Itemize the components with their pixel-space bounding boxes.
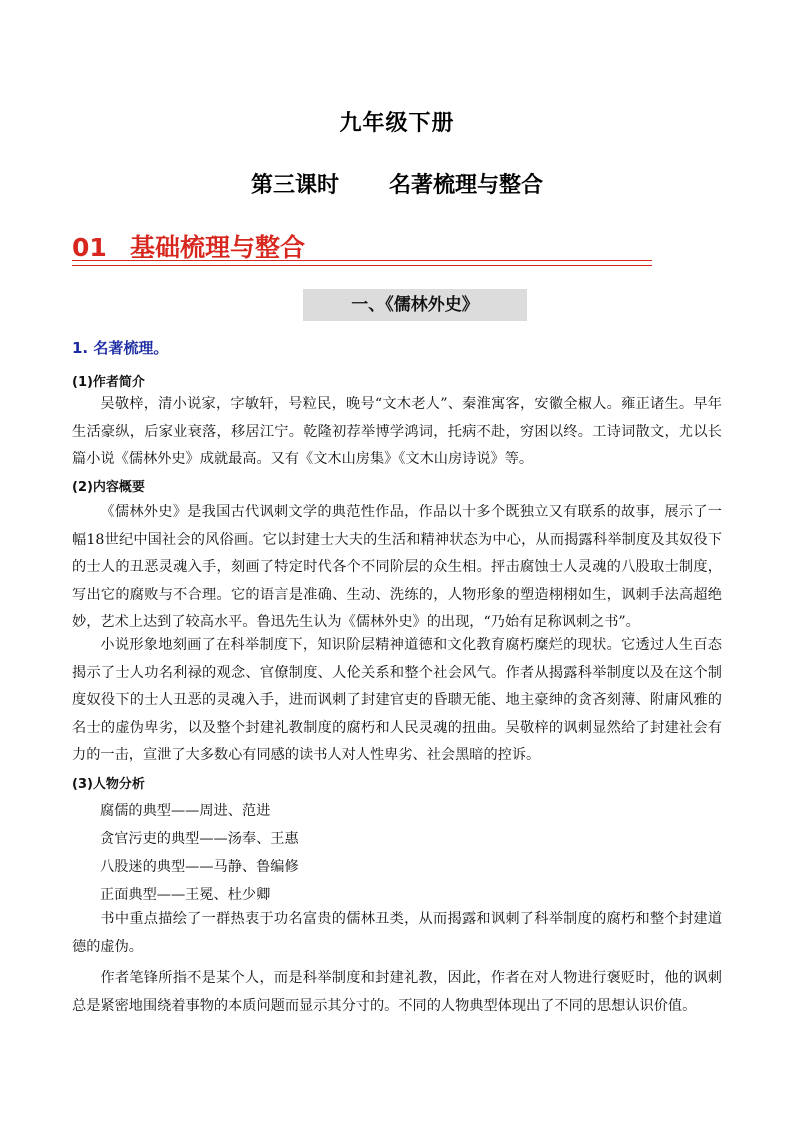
- section-title: 基础梳理与整合: [130, 233, 306, 262]
- grade-title: 九年级下册: [339, 111, 455, 136]
- list-item: 八股迷的典型——马静、鲁编修: [100, 859, 299, 875]
- list-item: 正面典型——王冕、杜少卿: [100, 887, 271, 903]
- summary-label: (2)内容概要: [72, 480, 145, 495]
- lesson-name: 名著梳理与整合: [389, 173, 544, 198]
- section-divider: [72, 260, 652, 266]
- lesson-number: 第三课时: [250, 173, 339, 198]
- summary-paragraph-2: 小说形象地刻画了在科举制度下，知识阶层精神道德和文化教育腐朽糜烂的现状。它透过人生百态揭示了士人功名利禄的观念、官僚制度、人伦关系和整个社会风气。作者从揭露科举制度以及在这个制度奴役下的士人丑恶的灵魂入手，进而讽刺了封建官吏的昏聩无能、地主豪绅的贪吝刻薄、附庸风雅的名士的虚伪卑劣，以及整个封建礼教制度的腐朽和人民灵魂的扭曲。吴敬梓的讽刺显然给了封建社会有力的一击，宣泄了大多数心有同感的读书人对人性卑劣、社会黑暗的控诉。: [72, 637, 722, 763]
- characters-label: (3)人物分析: [72, 777, 145, 792]
- list-item: 贪官污吏的典型——汤奉、王惠: [100, 831, 299, 847]
- lesson-title: [0, 168, 794, 199]
- section-heading: [72, 228, 652, 264]
- characters-paragraph-2: 作者笔锋所指不是某个人，而是科举制度和封建礼教，因此，作者在对人物进行褒贬时，他的讽刺总是紧密地围绕着事物的本质问题而显示其分寸的。不同的人物典型体现出了不同的思想认识价值。: [72, 970, 722, 1014]
- summary-paragraph-1: 《儒林外史》是我国古代讽刺文学的典范性作品，作品以十多个既独立又有联系的故事，展示了一幅18世纪中国社会的风俗画。它以封建士大夫的生活和精神状态为中心，从而揭露科举制度及其奴役下的士人的丑恶灵魂入手，刻画了特定时代各个不同阶层的众生相。抨击腐蚀士人灵魂的八股取士制度，写出它的腐败与不合理。它的语言是准确、生动、洗练的，人物形象的塑造栩栩如生，讽刺手法高超绝妙，艺术上达到了较高水平。鲁迅先生认为《儒林外史》的出现，“乃始有足称讽刺之书”。: [72, 504, 722, 630]
- list-item: 腐儒的典型——周进、范进: [100, 803, 271, 819]
- author-paragraph: 吴敬梓，清小说家，字敏轩，号粒民，晚号“文木老人”、秦淮寓客，安徽全椒人。雍正诸生。早年生活豪纵，后家业衰落，移居江宁。乾隆初荐举博学鸿词，托病不赴，穷困以终。工诗词散文，尤以长篇小说《儒林外史》成就最高。又有《文木山房集》《文木山房诗说》等。: [72, 396, 722, 467]
- character-type-list: [72, 797, 722, 909]
- characters-paragraph-1: 书中重点描绘了一群热衷于功名富贵的儒林丑类，从而揭露和讽刺了科举制度的腐朽和整个封建道德的虚伪。: [72, 911, 722, 955]
- book-title-banner: 一、《儒林外史》: [303, 289, 527, 321]
- section-number: 01: [72, 233, 107, 262]
- subheading: 1. 名著梳理。: [72, 339, 169, 357]
- author-label: (1)作者简介: [72, 375, 145, 390]
